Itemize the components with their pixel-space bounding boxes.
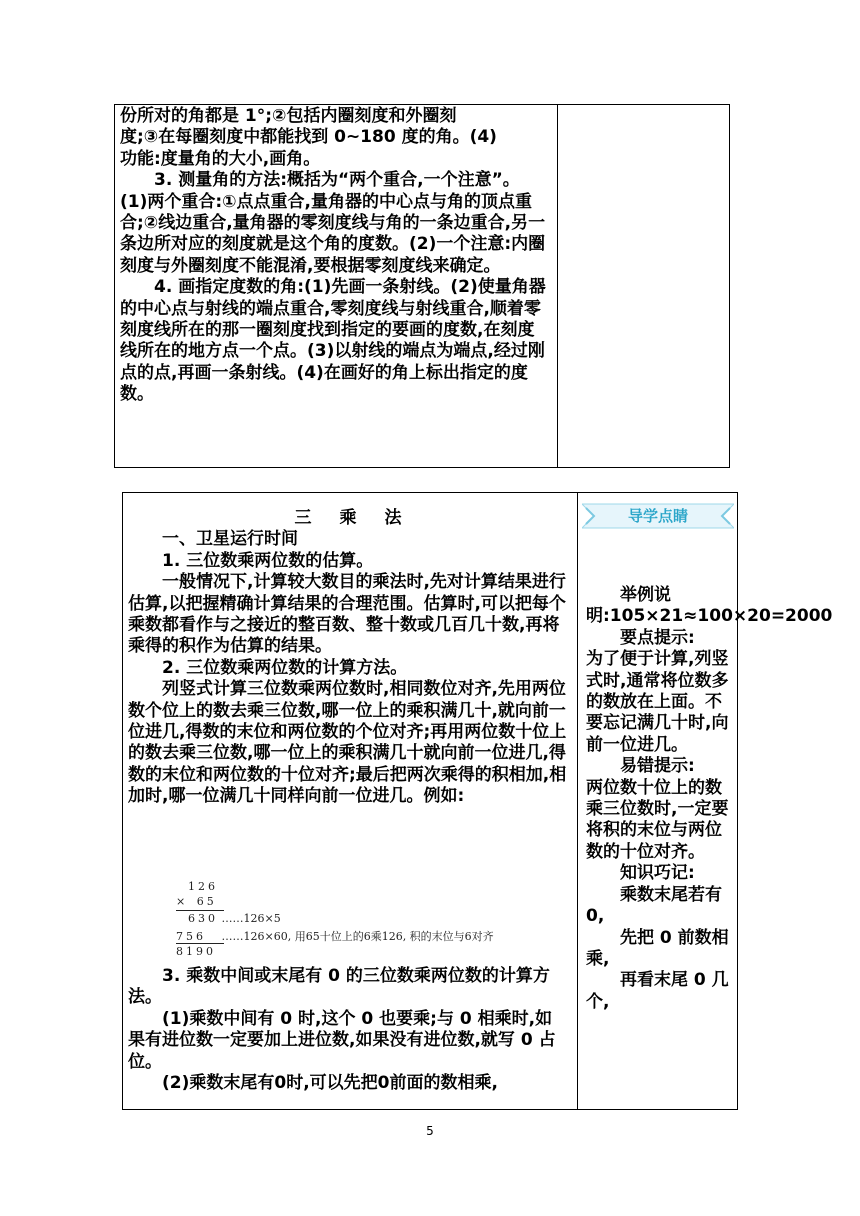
para-zero-middle: (1)乘数中间有 0 时,这个 0 也要乘;与 0 相乘时,如果有进位数一定要加上进位数,如果没有进位数,就写 0 占位。 [128,1008,556,1072]
sub-heading-3: 3. 乘数中间或末尾有 0 的三位数乘两位数的计算方法。 [128,966,550,1008]
mult-row-3: 630 [188,912,218,925]
mult-row-5: 8190 [176,945,216,958]
top-para-3: 3. 测量角的方法:概括为“两个重合,一个注意”。(1)两个重合:①点点重合,量角器的中心点与角的顶点重合;②线边重合,量角器的零刻度线与角的一条边重合,另一条边所对应的刻度就是这个角的度数。(2)一个注意:内圈刻度与外圈刻度不能混淆,要根据零刻度线来确定。 [120,170,546,276]
heading-1: 一、卫星运行时间 [162,529,298,550]
page-number: 5 [426,1124,434,1138]
sub-heading-1: 1. 三位数乘两位数的估算。 [162,550,374,571]
tip-body: 为了便于计算,列竖式时,通常将位数多的数放在上面。不要忘记满几十时,向前一位进几。 [586,649,729,755]
mult-row-4: 756 [176,930,206,943]
memo-line-2: 先把 0 前数相乘, [586,927,729,969]
top-para-4: 4. 画指定度数的角:(1)先画一条射线。(2)使量角器的中心点与射线的端点重合,零刻度线与射线重合,顺着零刻度线所在的那一圈刻度找到指定的要画的度数,在刻度线所在的地方点一个点。(3)以射线的端点为端点,经过刚点的点,再画一条射线。(4)在画好的角上标出指定的度数。 [120,277,546,405]
para-estimation: 一般情况下,计算较大数目的乘法时,先对计算结果进行估算,以把握精确计算结果的合理范围。估算时,可以把每个乘数都看作与之接近的整百数、整十数或几百几十数,再将乘得的积作为估算的结果。 [128,572,566,657]
mult-row-2: 65 [196,895,217,908]
mult-note-2: ……126×60, 用65十位上的6乘126, 积的末位与6对齐 [221,930,494,943]
memo-line-1: 乘数末尾若有 0, [586,884,722,927]
section-main-text-2 [128,966,568,1094]
error-body: 两位数十位上的数乘三位数时,一定要将积的末位与两位数的十位对齐。 [586,777,729,862]
guide-badge [582,502,734,530]
top-table-text [120,106,546,406]
error-label: 易错提示: [620,756,695,777]
example-label: 举例说 [620,585,671,605]
title-char-3: 法 [384,508,402,528]
title-char-2: 乘 [339,508,357,528]
para-zero-end: (2)乘数末尾有0时,可以先把0前面的数相乘, [162,1073,498,1094]
title-char-1: 三 [294,508,312,528]
sub-heading-2: 2. 三位数乘两位数的计算方法。 [162,657,408,678]
mult-row-1: 126 [188,880,218,893]
top-line-3: 功能:度量角的大小,画角。 [120,148,321,169]
memo-line-3: 再看末尾 0 几个, [586,970,729,1012]
mult-note-1: ……126×5 [221,912,281,925]
example-body: 明:105×21≈100×20=2000 [586,606,833,627]
section-title [128,508,568,529]
badge-label: 导学点睛 [627,507,688,525]
top-table-divider [557,105,558,467]
section-main-text [128,508,568,808]
tip-label: 要点提示: [620,627,695,648]
memo-label: 知识巧记: [620,863,695,884]
para-method: 列竖式计算三位数乘两位数时,相同数位对齐,先用两位数个位上的数去乘三位数,哪一位上的乘积满几十,就向前一位进几,得数的末位和两位数的个位对齐;再用两位数十位上的数去乘三位数,哪一位上的乘积满几十就向前一位进几,得数的末位和两位数的十位对齐;最后把两次乘得的积相加,相加时,哪一位满几十同样向前一位进几。例如: [128,679,567,807]
top-line-1: 份所对的角都是 1°;②包括内圈刻度和外圈刻 [120,106,457,126]
mult-sign: × [176,895,186,908]
top-line-2: 度;③在每圈刻度中都能找到 0~180 度的角。(4) [120,127,497,148]
sidebar-notes [586,585,833,1013]
section-table-divider [577,493,578,1109]
